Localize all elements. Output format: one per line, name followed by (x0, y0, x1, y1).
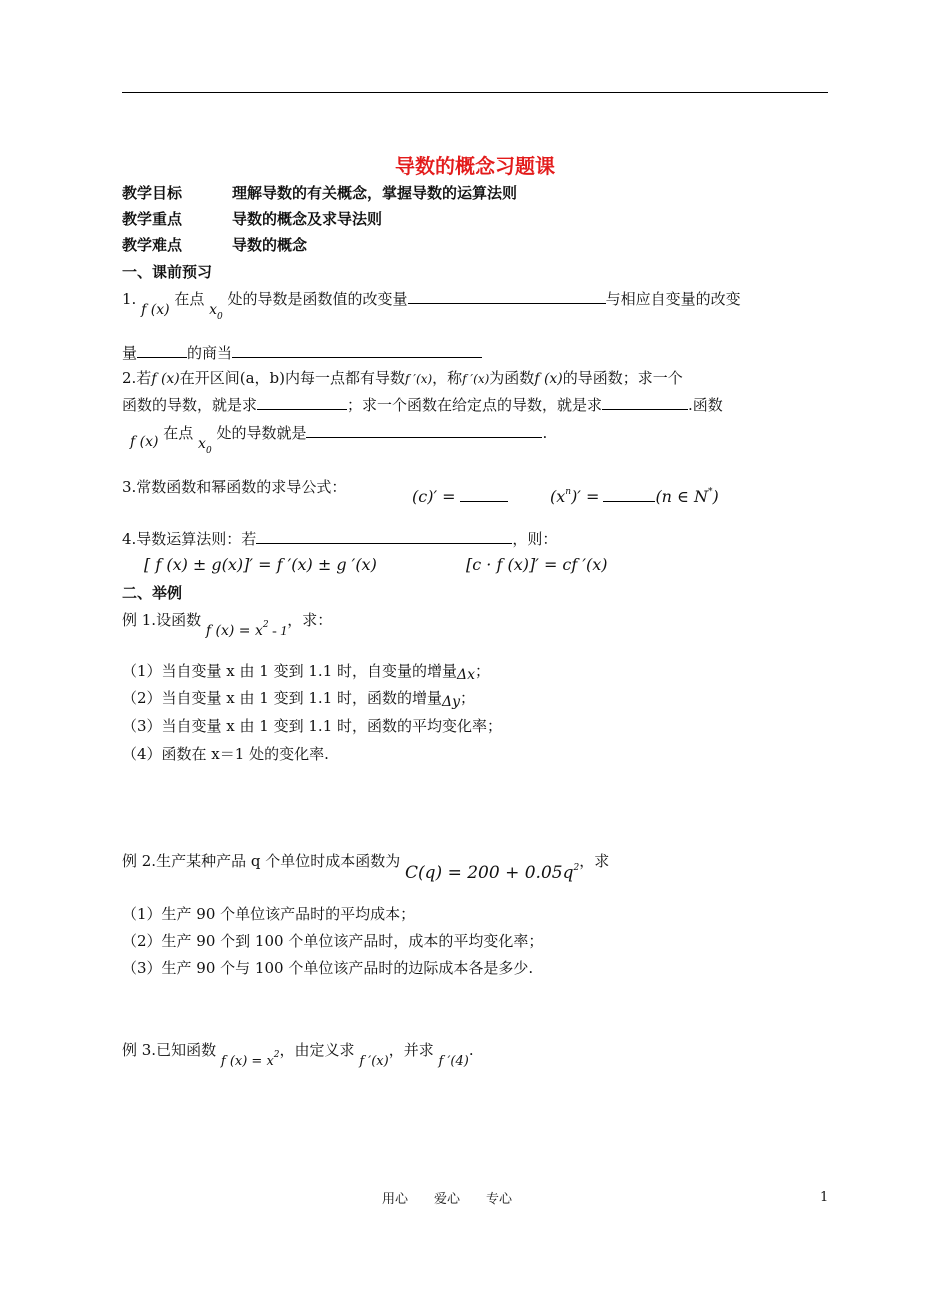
blank (306, 423, 542, 438)
example-1-part-2: （2）当自变量 x 由 1 变到 1.1 时，函数的增量Δy； (122, 689, 476, 710)
blank (232, 343, 482, 358)
goal-label: 教学目标 (122, 184, 183, 202)
blank (602, 395, 688, 410)
blank (137, 343, 187, 358)
example-2-part-2: （2）生产 90 个到 100 个单位该产品时，成本的平均变化率； (122, 932, 544, 950)
example-3-statement: 例 3.已知函数 f $(x) = x^2$，由定义求 f ′(x)，并求 f ′(4). (122, 1041, 474, 1069)
document-title: 导数的概念习题课 (395, 154, 555, 178)
footer-motto: 用心 爱心 专心 (382, 1192, 513, 1207)
goal-text: 理解导数的有关概念，掌握导数的运算法则 (232, 184, 518, 202)
example-1-part-4: （4）函数在 x＝1 处的变化率. (122, 745, 329, 763)
blank (460, 487, 508, 502)
question-1-line1: 1. f (x) 在点 $x_0$ 处的导数是函数值的改变量 与相应自变量的改变 (122, 290, 741, 322)
question-2-line2: 函数的导数，就是求 ；求一个函数在给定点的导数，就是求 .函数 (122, 396, 723, 414)
blank (257, 395, 347, 410)
question-1-line2: 量 的商当 (122, 342, 482, 363)
header-rule (122, 92, 828, 93)
blank (408, 289, 606, 304)
key-label: 教学重点 (122, 210, 183, 228)
page-number: 1 (820, 1190, 829, 1205)
blank (256, 529, 512, 544)
key-text: 导数的概念及求导法则 (232, 210, 383, 228)
example-1-part-3: （3）当自变量 x 由 1 变到 1.1 时，函数的平均变化率； (122, 717, 503, 735)
section-heading-preview: 一、课前预习 (122, 263, 213, 281)
example-2-part-3: （3）生产 90 个与 100 个单位该产品时的边际成本各是多少. (122, 959, 534, 977)
section-heading-examples: 二、举例 (122, 584, 183, 602)
example-1-statement: 例 1.设函数 f $(x) = x^2 - 1$，求： (122, 611, 333, 639)
difficulty-text: 导数的概念 (232, 236, 308, 254)
blank (603, 487, 655, 502)
example-2-statement: 例 2.生产某种产品 q 个单位时成本函数为 $C(q) = 200 + 0.05q^2$，求 (122, 852, 610, 883)
formula-power-derivative: $(x^n)' = (n$ ∈ N*) (550, 487, 719, 506)
formula-constant-multiple-rule: [c · f (x)]′ = cf ′(x) (466, 555, 608, 574)
example-2-part-1: （1）生产 90 个单位该产品时的平均成本； (122, 905, 416, 923)
difficulty-label: 教学难点 (122, 236, 183, 254)
formula-sum-rule: [ f (x) ± g(x)]′ = f ′(x) ± g ′(x) (144, 555, 377, 574)
formula-constant-derivative: (c)′ = (412, 487, 508, 506)
example-1-part-1: （1）当自变量 x 由 1 变到 1.1 时，自变量的增量Δx； (122, 662, 491, 683)
question-2-line3: f (x) 在点 $x_0$ 处的导数就是 . (130, 424, 548, 456)
question-2-line1: 2.若f (x)在开区间(a，b)内每一点都有导数f ′(x)，称f ′(x)为函数f (x)的导函数；求一个 (122, 369, 683, 387)
question-4-text: 4.导数运算法则：若 ，则： (122, 530, 558, 548)
question-3-text: 3.常数函数和幂函数的求导公式： (122, 478, 347, 496)
